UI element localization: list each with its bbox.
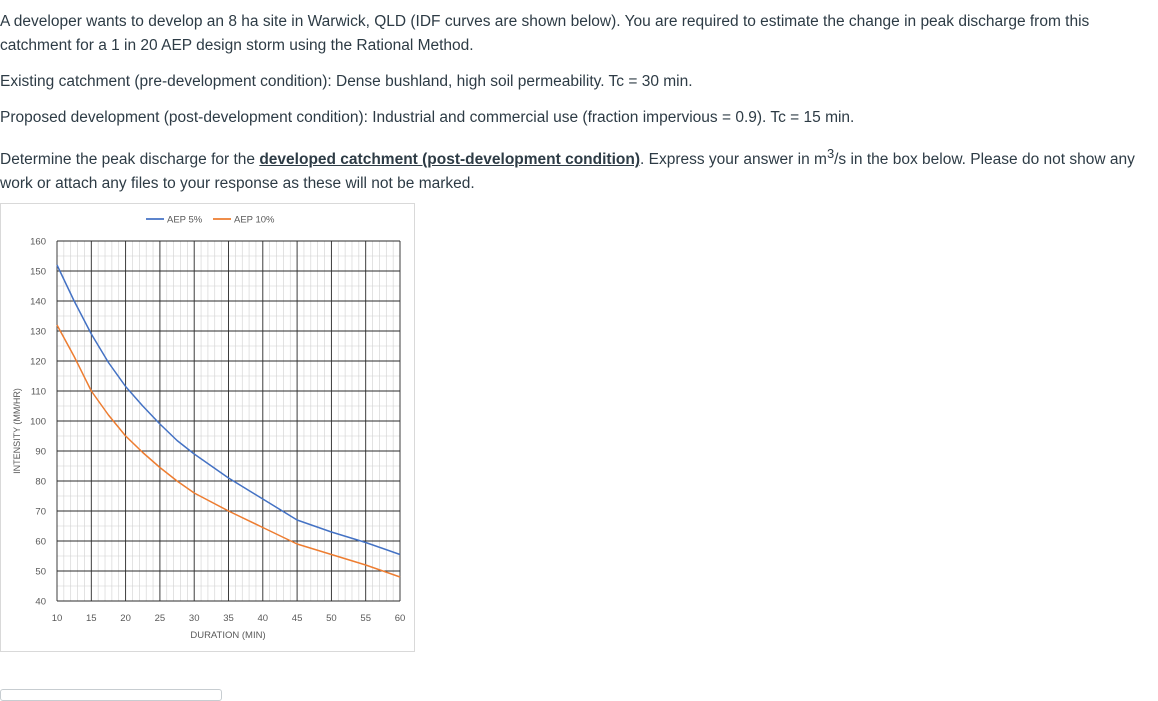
y-tick-label: 140 bbox=[30, 296, 46, 308]
x-tick-label: 40 bbox=[257, 613, 269, 624]
x-tick-label: 55 bbox=[360, 613, 371, 624]
y-tick-labels bbox=[30, 237, 46, 608]
major-gridlines bbox=[57, 241, 400, 601]
y-tick-label: 100 bbox=[30, 416, 46, 428]
question-paragraph-instruction bbox=[0, 142, 1150, 196]
answer-input[interactable] bbox=[0, 689, 222, 701]
instruction-text-start: Determine the peak discharge for the bbox=[0, 151, 260, 169]
instruction-text-end: /s in the box below. Please do not show any work or attach any files to your response as these will not be marked. bbox=[0, 151, 1135, 193]
x-tick-label: 15 bbox=[86, 613, 97, 624]
y-tick-label: 40 bbox=[35, 596, 46, 608]
question-paragraph-intro: A developer wants to develop an 8 ha site in Warwick, QLD (IDF curves are shown below). You are required to estimate the change in peak discharge from this catchment for a 1 in 20 AEP design storm using the Rational Method. bbox=[0, 13, 1090, 54]
x-tick-label: 30 bbox=[188, 613, 200, 624]
x-tick-label: 35 bbox=[223, 613, 234, 624]
y-tick-label: 110 bbox=[30, 386, 46, 398]
x-tick-label: 50 bbox=[326, 613, 337, 624]
instruction-superscript: 3 bbox=[826, 146, 835, 161]
x-tick-label: 60 bbox=[394, 613, 406, 624]
y-tick-label: 80 bbox=[35, 476, 46, 488]
y-tick-label: 90 bbox=[35, 446, 46, 458]
x-axis-label: DURATION (MIN) bbox=[190, 630, 266, 641]
x-tick-label: 25 bbox=[154, 613, 166, 624]
y-tick-label: 50 bbox=[35, 566, 46, 578]
question-paragraph-proposed: Proposed development (post-development condition): Industrial and commercial use (fraction impervious = 0.9). Tc = 15 min. bbox=[0, 109, 855, 126]
x-tick-labels bbox=[52, 613, 406, 624]
instruction-text-mid: . Express your answer in m bbox=[640, 151, 827, 169]
instruction-emphasis: developed catchment (post-development condition) bbox=[259, 151, 640, 169]
idf-chart-svg bbox=[1, 204, 416, 653]
y-tick-label: 120 bbox=[30, 356, 46, 368]
x-tick-label: 10 bbox=[51, 613, 63, 624]
idf-chart bbox=[0, 203, 415, 652]
y-tick-label: 150 bbox=[30, 266, 46, 278]
x-tick-label: 45 bbox=[291, 613, 303, 624]
x-tick-label: 20 bbox=[120, 613, 131, 624]
chart-legend bbox=[146, 215, 275, 226]
y-tick-label: 160 bbox=[30, 236, 46, 248]
y-axis-label: INTENSITY (MM/HR) bbox=[12, 388, 22, 474]
y-tick-label: 60 bbox=[35, 536, 46, 548]
y-tick-label: 70 bbox=[35, 506, 46, 518]
legend-label: AEP 5% bbox=[167, 214, 203, 226]
question-paragraph-existing: Existing catchment (pre-development condition): Dense bushland, high soil permeability. Tc = 30 min. bbox=[0, 73, 693, 90]
y-tick-label: 130 bbox=[30, 326, 46, 338]
legend-label: AEP 10% bbox=[234, 214, 275, 226]
